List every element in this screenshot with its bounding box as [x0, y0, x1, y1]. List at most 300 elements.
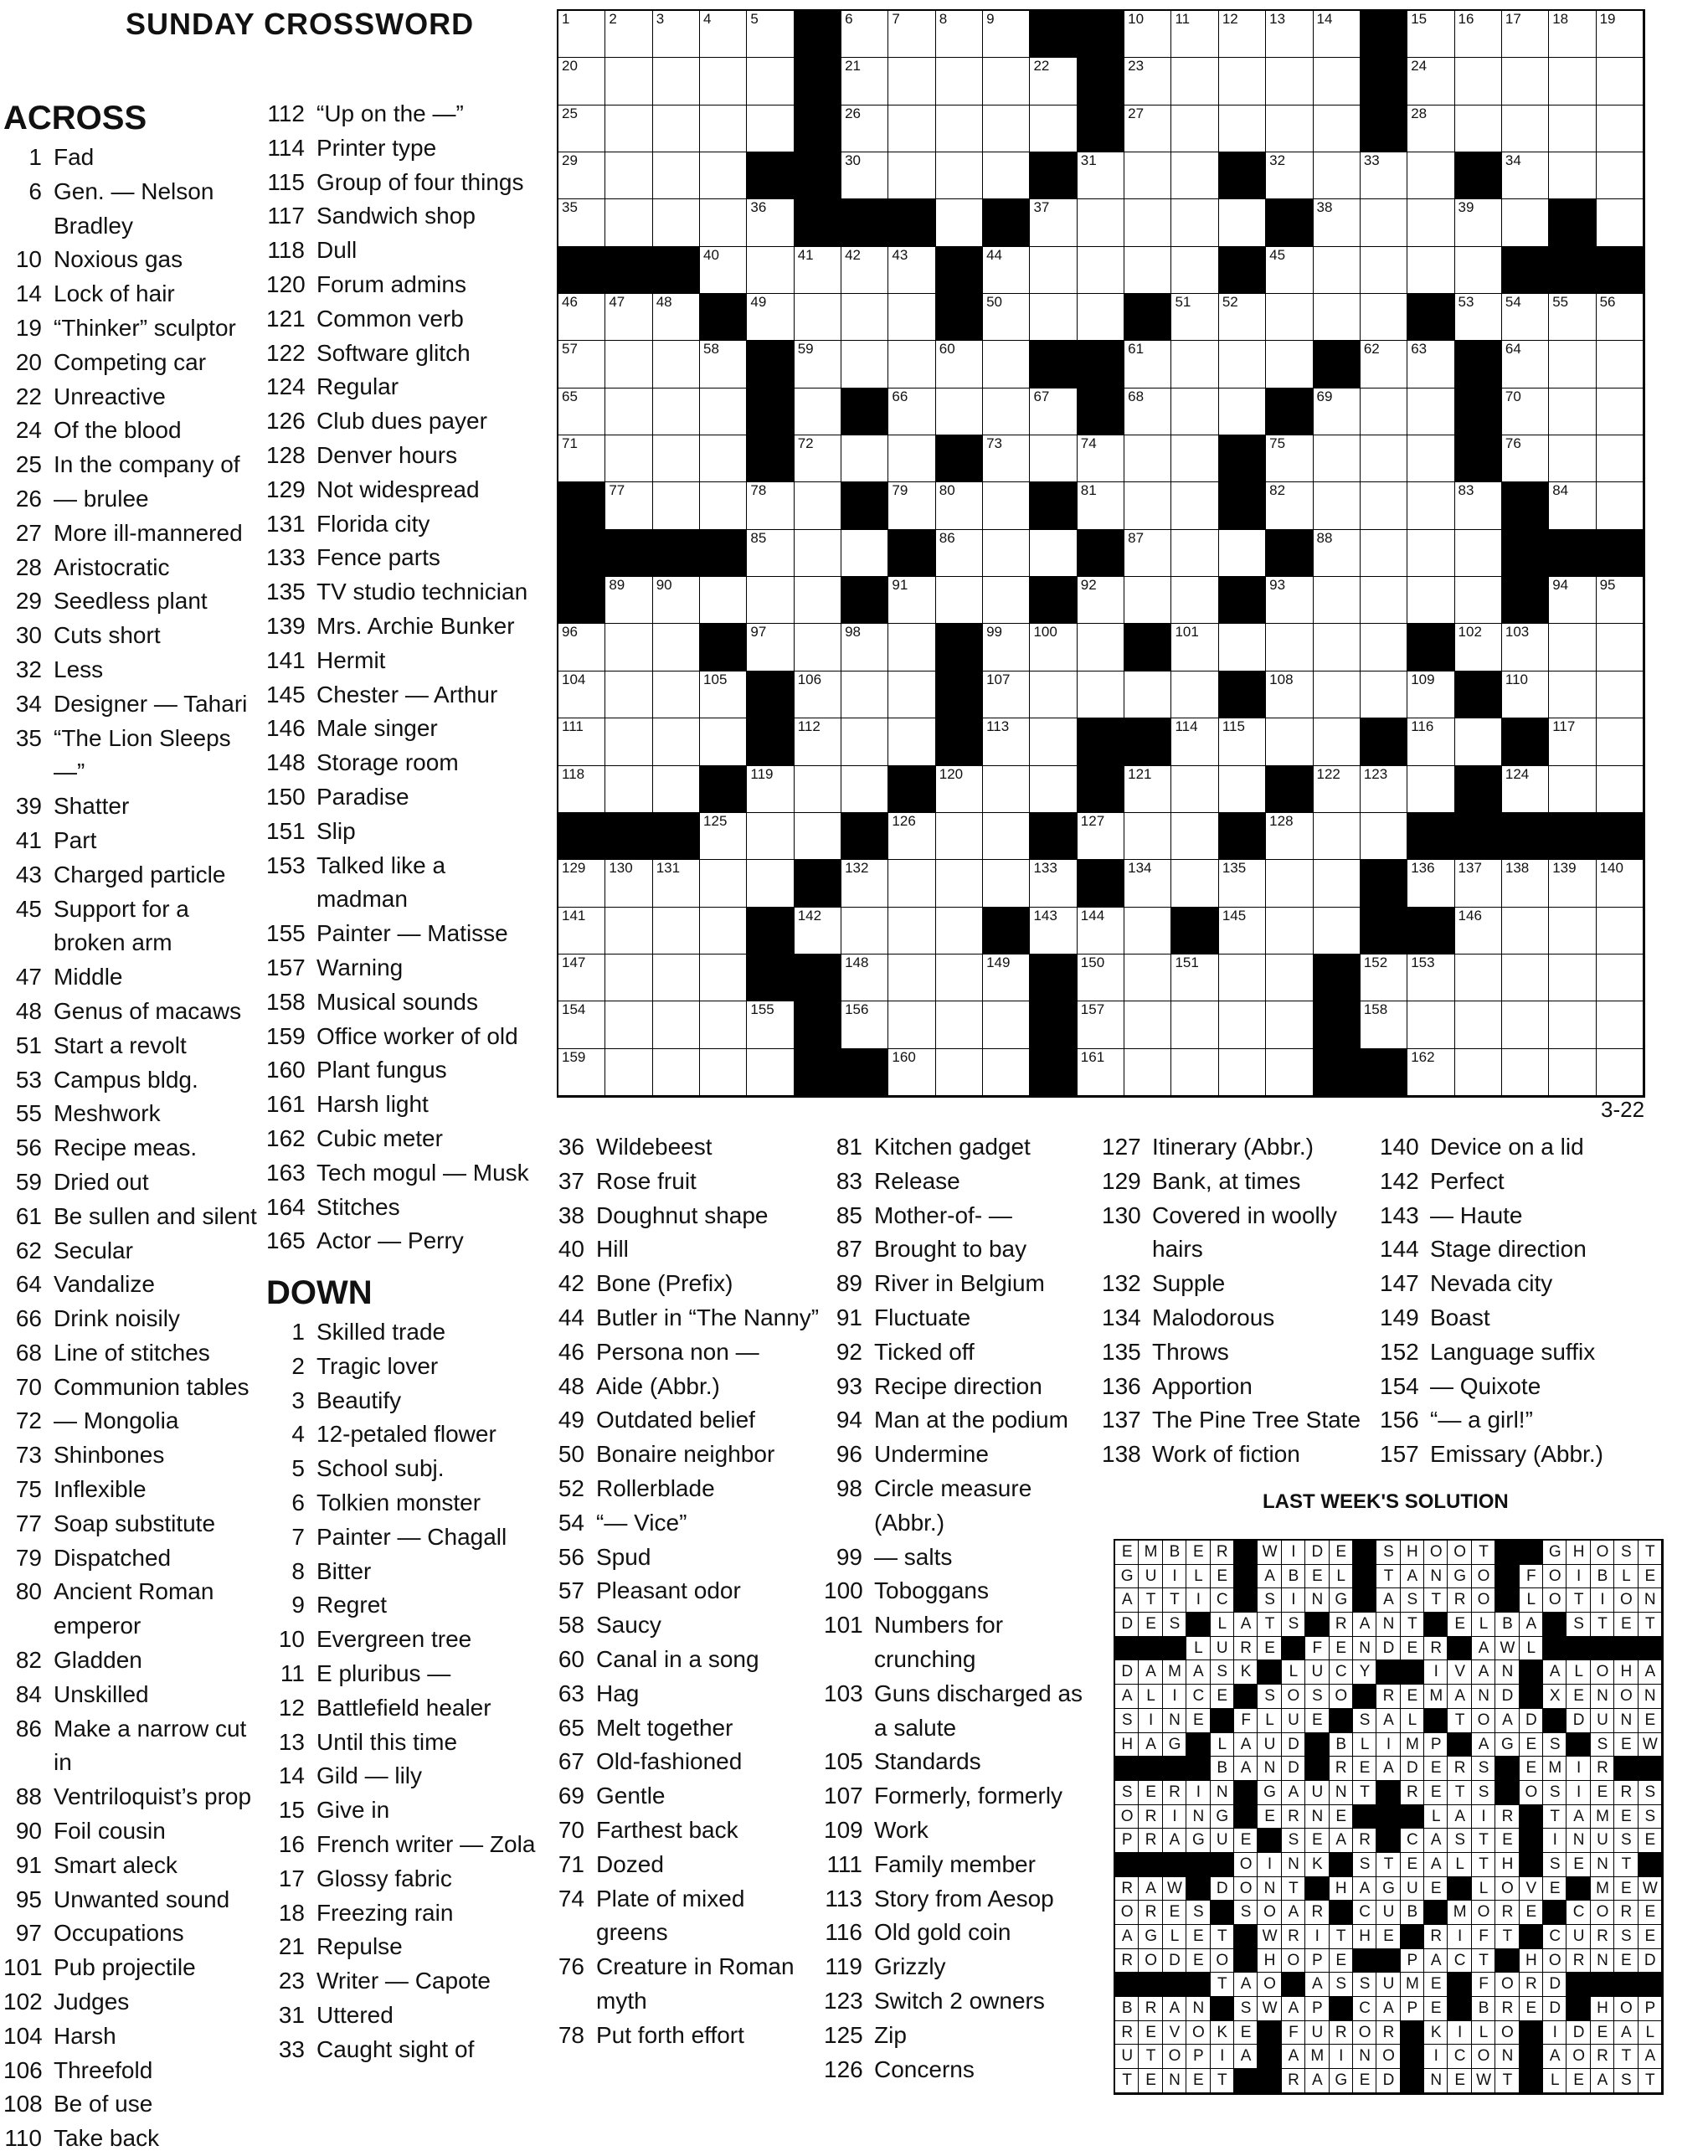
grid-cell[interactable]	[1314, 718, 1361, 765]
grid-cell[interactable]	[1455, 482, 1502, 529]
grid-cell[interactable]	[1124, 671, 1171, 718]
grid-cell[interactable]	[1171, 11, 1218, 58]
grid-cell[interactable]	[1597, 294, 1644, 341]
grid-cell[interactable]	[605, 482, 652, 529]
grid-cell[interactable]	[888, 624, 935, 671]
grid-cell[interactable]	[1597, 860, 1644, 907]
grid-cell[interactable]	[936, 105, 983, 152]
grid-cell[interactable]	[841, 247, 888, 294]
grid-cell[interactable]	[936, 908, 983, 955]
grid-cell[interactable]	[1124, 199, 1171, 246]
grid-cell[interactable]	[983, 718, 1030, 765]
grid-cell[interactable]	[1597, 624, 1644, 671]
grid-cell[interactable]	[936, 199, 983, 246]
grid-cell[interactable]	[795, 530, 841, 577]
grid-cell[interactable]	[1219, 624, 1266, 671]
grid-cell[interactable]	[1171, 766, 1218, 813]
grid-cell[interactable]	[1171, 152, 1218, 199]
grid-cell[interactable]	[983, 388, 1030, 435]
grid-cell[interactable]	[795, 766, 841, 813]
grid-cell[interactable]	[1030, 624, 1077, 671]
grid-cell[interactable]	[1455, 530, 1502, 577]
grid-cell[interactable]	[1407, 671, 1454, 718]
grid-cell[interactable]	[888, 247, 935, 294]
grid-cell[interactable]	[747, 58, 794, 105]
grid-cell[interactable]	[605, 11, 652, 58]
grid-cell[interactable]	[983, 1001, 1030, 1048]
grid-cell[interactable]	[1266, 435, 1313, 482]
grid-cell[interactable]	[653, 1049, 700, 1096]
grid-cell[interactable]	[1171, 530, 1218, 577]
grid-cell[interactable]	[1361, 813, 1407, 860]
grid-cell[interactable]	[1314, 294, 1361, 341]
grid-cell[interactable]	[1597, 1049, 1644, 1096]
grid-cell[interactable]	[747, 530, 794, 577]
grid-cell[interactable]	[1266, 294, 1313, 341]
grid-cell[interactable]	[841, 718, 888, 765]
grid-cell[interactable]	[700, 955, 747, 1001]
grid-cell[interactable]	[888, 58, 935, 105]
grid-cell[interactable]	[605, 294, 652, 341]
grid-cell[interactable]	[1361, 624, 1407, 671]
grid-cell[interactable]	[1314, 624, 1361, 671]
grid-cell[interactable]	[605, 577, 652, 624]
grid-cell[interactable]	[936, 530, 983, 577]
grid-cell[interactable]	[983, 671, 1030, 718]
grid-cell[interactable]	[1361, 1001, 1407, 1048]
grid-cell[interactable]	[1407, 1001, 1454, 1048]
grid-cell[interactable]	[1171, 1001, 1218, 1048]
grid-cell[interactable]	[1597, 908, 1644, 955]
grid-cell[interactable]	[1171, 718, 1218, 765]
grid-cell[interactable]	[936, 11, 983, 58]
grid-cell[interactable]	[1078, 624, 1124, 671]
grid-cell[interactable]	[1078, 671, 1124, 718]
grid-cell[interactable]	[841, 58, 888, 105]
grid-cell[interactable]	[558, 718, 605, 765]
grid-cell[interactable]	[1314, 58, 1361, 105]
grid-cell[interactable]	[1171, 247, 1218, 294]
grid-cell[interactable]	[605, 435, 652, 482]
grid-cell[interactable]	[888, 718, 935, 765]
grid-cell[interactable]	[700, 105, 747, 152]
grid-cell[interactable]	[795, 813, 841, 860]
grid-cell[interactable]	[795, 671, 841, 718]
grid-cell[interactable]	[1455, 1049, 1502, 1096]
grid-cell[interactable]	[936, 341, 983, 388]
grid-cell[interactable]	[1549, 58, 1596, 105]
grid-cell[interactable]	[1171, 860, 1218, 907]
grid-cell[interactable]	[558, 152, 605, 199]
grid-cell[interactable]	[841, 435, 888, 482]
grid-cell[interactable]	[1124, 11, 1171, 58]
grid-cell[interactable]	[936, 152, 983, 199]
grid-cell[interactable]	[983, 860, 1030, 907]
grid-cell[interactable]	[1124, 577, 1171, 624]
grid-cell[interactable]	[558, 435, 605, 482]
grid-cell[interactable]	[1078, 482, 1124, 529]
grid-cell[interactable]	[1171, 482, 1218, 529]
grid-cell[interactable]	[1124, 435, 1171, 482]
grid-cell[interactable]	[983, 105, 1030, 152]
grid-cell[interactable]	[700, 1001, 747, 1048]
grid-cell[interactable]	[983, 482, 1030, 529]
grid-cell[interactable]	[1407, 718, 1454, 765]
grid-cell[interactable]	[558, 11, 605, 58]
grid-cell[interactable]	[558, 105, 605, 152]
grid-cell[interactable]	[1407, 247, 1454, 294]
grid-cell[interactable]	[841, 105, 888, 152]
grid-cell[interactable]	[1030, 58, 1077, 105]
grid-cell[interactable]	[558, 908, 605, 955]
grid-cell[interactable]	[1219, 860, 1266, 907]
grid-cell[interactable]	[1219, 766, 1266, 813]
grid-cell[interactable]	[936, 1001, 983, 1048]
grid-cell[interactable]	[983, 766, 1030, 813]
grid-cell[interactable]	[1078, 955, 1124, 1001]
grid-cell[interactable]	[1407, 152, 1454, 199]
grid-cell[interactable]	[1502, 1049, 1549, 1096]
grid-cell[interactable]	[605, 955, 652, 1001]
grid-cell[interactable]	[1455, 105, 1502, 152]
grid-cell[interactable]	[841, 1001, 888, 1048]
grid-cell[interactable]	[1407, 766, 1454, 813]
grid-cell[interactable]	[653, 482, 700, 529]
grid-cell[interactable]	[795, 435, 841, 482]
grid-cell[interactable]	[983, 813, 1030, 860]
grid-cell[interactable]	[888, 813, 935, 860]
grid-cell[interactable]	[1407, 955, 1454, 1001]
grid-cell[interactable]	[841, 671, 888, 718]
grid-cell[interactable]	[1030, 388, 1077, 435]
grid-cell[interactable]	[983, 11, 1030, 58]
grid-cell[interactable]	[1171, 105, 1218, 152]
grid-cell[interactable]	[1502, 199, 1549, 246]
grid-cell[interactable]	[1078, 247, 1124, 294]
grid-cell[interactable]	[558, 624, 605, 671]
grid-cell[interactable]	[700, 860, 747, 907]
grid-cell[interactable]	[1502, 1001, 1549, 1048]
grid-cell[interactable]	[1078, 908, 1124, 955]
grid-cell[interactable]	[841, 152, 888, 199]
grid-cell[interactable]	[653, 766, 700, 813]
grid-cell[interactable]	[983, 341, 1030, 388]
grid-cell[interactable]	[1219, 58, 1266, 105]
grid-cell[interactable]	[558, 766, 605, 813]
grid-cell[interactable]	[1597, 152, 1644, 199]
grid-cell[interactable]	[1078, 435, 1124, 482]
grid-cell[interactable]	[747, 813, 794, 860]
grid-cell[interactable]	[983, 294, 1030, 341]
grid-cell[interactable]	[1549, 671, 1596, 718]
grid-cell[interactable]	[1266, 1001, 1313, 1048]
grid-cell[interactable]	[888, 294, 935, 341]
grid-cell[interactable]	[983, 58, 1030, 105]
grid-cell[interactable]	[1549, 1049, 1596, 1096]
grid-cell[interactable]	[1455, 624, 1502, 671]
grid-cell[interactable]	[1314, 11, 1361, 58]
grid-cell[interactable]	[1266, 955, 1313, 1001]
grid-cell[interactable]	[700, 671, 747, 718]
grid-cell[interactable]	[888, 577, 935, 624]
grid-cell[interactable]	[841, 908, 888, 955]
grid-cell[interactable]	[888, 860, 935, 907]
grid-cell[interactable]	[1219, 955, 1266, 1001]
grid-cell[interactable]	[1455, 908, 1502, 955]
grid-cell[interactable]	[1407, 199, 1454, 246]
grid-cell[interactable]	[1502, 766, 1549, 813]
grid-cell[interactable]	[1219, 1049, 1266, 1096]
grid-cell[interactable]	[888, 152, 935, 199]
grid-cell[interactable]	[795, 624, 841, 671]
grid-cell[interactable]	[1361, 152, 1407, 199]
grid-cell[interactable]	[936, 577, 983, 624]
grid-cell[interactable]	[1219, 199, 1266, 246]
grid-cell[interactable]	[1455, 11, 1502, 58]
grid-cell[interactable]	[747, 105, 794, 152]
grid-cell[interactable]	[1124, 1001, 1171, 1048]
grid-cell[interactable]	[1549, 955, 1596, 1001]
grid-cell[interactable]	[1078, 577, 1124, 624]
grid-cell[interactable]	[1549, 718, 1596, 765]
grid-cell[interactable]	[1078, 1049, 1124, 1096]
grid-cell[interactable]	[1549, 624, 1596, 671]
grid-cell[interactable]	[1597, 388, 1644, 435]
grid-cell[interactable]	[1549, 11, 1596, 58]
grid-cell[interactable]	[1219, 11, 1266, 58]
grid-cell[interactable]	[1407, 435, 1454, 482]
grid-cell[interactable]	[1361, 671, 1407, 718]
grid-cell[interactable]	[936, 955, 983, 1001]
grid-cell[interactable]	[1030, 294, 1077, 341]
grid-cell[interactable]	[653, 152, 700, 199]
grid-cell[interactable]	[1361, 341, 1407, 388]
grid-cell[interactable]	[841, 530, 888, 577]
grid-cell[interactable]	[700, 908, 747, 955]
grid-cell[interactable]	[1078, 152, 1124, 199]
grid-cell[interactable]	[1407, 530, 1454, 577]
grid-cell[interactable]	[653, 955, 700, 1001]
grid-cell[interactable]	[936, 58, 983, 105]
grid-cell[interactable]	[983, 247, 1030, 294]
grid-cell[interactable]	[1030, 247, 1077, 294]
grid-cell[interactable]	[1407, 577, 1454, 624]
grid-cell[interactable]	[1549, 152, 1596, 199]
grid-cell[interactable]	[1124, 341, 1171, 388]
grid-cell[interactable]	[1314, 199, 1361, 246]
grid-cell[interactable]	[1549, 294, 1596, 341]
grid-cell[interactable]	[605, 718, 652, 765]
grid-cell[interactable]	[936, 1049, 983, 1096]
grid-cell[interactable]	[747, 1001, 794, 1048]
grid-cell[interactable]	[1502, 671, 1549, 718]
grid-cell[interactable]	[1502, 341, 1549, 388]
grid-cell[interactable]	[1502, 58, 1549, 105]
grid-cell[interactable]	[605, 671, 652, 718]
grid-cell[interactable]	[983, 577, 1030, 624]
grid-cell[interactable]	[605, 58, 652, 105]
grid-cell[interactable]	[1266, 908, 1313, 955]
grid-cell[interactable]	[700, 1049, 747, 1096]
grid-cell[interactable]	[1455, 718, 1502, 765]
grid-cell[interactable]	[1030, 718, 1077, 765]
grid-cell[interactable]	[841, 11, 888, 58]
grid-cell[interactable]	[1030, 908, 1077, 955]
grid-cell[interactable]	[700, 435, 747, 482]
grid-cell[interactable]	[888, 482, 935, 529]
grid-cell[interactable]	[1030, 860, 1077, 907]
grid-cell[interactable]	[1314, 766, 1361, 813]
grid-cell[interactable]	[747, 247, 794, 294]
grid-cell[interactable]	[1361, 766, 1407, 813]
grid-cell[interactable]	[1407, 341, 1454, 388]
grid-cell[interactable]	[1455, 294, 1502, 341]
grid-cell[interactable]	[1597, 435, 1644, 482]
grid-cell[interactable]	[700, 718, 747, 765]
grid-cell[interactable]	[1266, 11, 1313, 58]
grid-cell[interactable]	[1314, 105, 1361, 152]
grid-cell[interactable]	[1314, 152, 1361, 199]
grid-cell[interactable]	[1171, 577, 1218, 624]
grid-cell[interactable]	[1124, 482, 1171, 529]
grid-cell[interactable]	[1124, 860, 1171, 907]
grid-cell[interactable]	[747, 294, 794, 341]
grid-cell[interactable]	[936, 766, 983, 813]
grid-cell[interactable]	[605, 1001, 652, 1048]
grid-cell[interactable]	[888, 341, 935, 388]
grid-cell[interactable]	[747, 577, 794, 624]
grid-cell[interactable]	[1171, 58, 1218, 105]
grid-cell[interactable]	[1502, 435, 1549, 482]
grid-cell[interactable]	[653, 341, 700, 388]
grid-cell[interactable]	[983, 152, 1030, 199]
grid-cell[interactable]	[1078, 294, 1124, 341]
grid-cell[interactable]	[700, 247, 747, 294]
grid-cell[interactable]	[653, 718, 700, 765]
grid-cell[interactable]	[558, 341, 605, 388]
grid-cell[interactable]	[888, 955, 935, 1001]
grid-cell[interactable]	[1361, 435, 1407, 482]
grid-cell[interactable]	[1549, 908, 1596, 955]
grid-cell[interactable]	[1171, 435, 1218, 482]
grid-cell[interactable]	[1314, 435, 1361, 482]
grid-cell[interactable]	[1171, 813, 1218, 860]
grid-cell[interactable]	[1219, 530, 1266, 577]
grid-cell[interactable]	[558, 199, 605, 246]
grid-cell[interactable]	[1549, 482, 1596, 529]
grid-cell[interactable]	[1455, 58, 1502, 105]
grid-cell[interactable]	[1171, 199, 1218, 246]
grid-cell[interactable]	[1171, 624, 1218, 671]
grid-cell[interactable]	[888, 435, 935, 482]
grid-cell[interactable]	[888, 388, 935, 435]
grid-cell[interactable]	[700, 577, 747, 624]
grid-cell[interactable]	[1455, 199, 1502, 246]
grid-cell[interactable]	[1597, 1001, 1644, 1048]
grid-cell[interactable]	[700, 482, 747, 529]
grid-cell[interactable]	[1314, 671, 1361, 718]
grid-cell[interactable]	[1266, 671, 1313, 718]
grid-cell[interactable]	[841, 341, 888, 388]
grid-cell[interactable]	[1549, 388, 1596, 435]
grid-cell[interactable]	[1030, 199, 1077, 246]
grid-cell[interactable]	[1549, 341, 1596, 388]
grid-cell[interactable]	[1361, 388, 1407, 435]
grid-cell[interactable]	[700, 152, 747, 199]
grid-cell[interactable]	[1266, 577, 1313, 624]
grid-cell[interactable]	[888, 105, 935, 152]
grid-cell[interactable]	[1030, 435, 1077, 482]
grid-cell[interactable]	[1171, 388, 1218, 435]
grid-cell[interactable]	[1597, 577, 1644, 624]
grid-cell[interactable]	[1030, 530, 1077, 577]
grid-cell[interactable]	[700, 11, 747, 58]
grid-cell[interactable]	[1266, 624, 1313, 671]
grid-cell[interactable]	[1597, 199, 1644, 246]
grid-cell[interactable]	[1502, 908, 1549, 955]
grid-cell[interactable]	[1314, 908, 1361, 955]
grid-cell[interactable]	[795, 718, 841, 765]
grid-cell[interactable]	[841, 766, 888, 813]
grid-cell[interactable]	[888, 11, 935, 58]
grid-cell[interactable]	[747, 624, 794, 671]
grid-cell[interactable]	[605, 766, 652, 813]
grid-cell[interactable]	[653, 294, 700, 341]
grid-cell[interactable]	[888, 671, 935, 718]
grid-cell[interactable]	[1266, 482, 1313, 529]
grid-cell[interactable]	[841, 624, 888, 671]
grid-cell[interactable]	[1597, 11, 1644, 58]
grid-cell[interactable]	[1219, 388, 1266, 435]
grid-cell[interactable]	[1361, 199, 1407, 246]
grid-cell[interactable]	[605, 199, 652, 246]
grid-cell[interactable]	[841, 860, 888, 907]
grid-cell[interactable]	[983, 624, 1030, 671]
grid-cell[interactable]	[841, 294, 888, 341]
grid-cell[interactable]	[653, 435, 700, 482]
grid-cell[interactable]	[747, 11, 794, 58]
grid-cell[interactable]	[1502, 294, 1549, 341]
grid-cell[interactable]	[1407, 388, 1454, 435]
grid-cell[interactable]	[1219, 908, 1266, 955]
grid-cell[interactable]	[1171, 294, 1218, 341]
grid-cell[interactable]	[653, 671, 700, 718]
grid-cell[interactable]	[1171, 671, 1218, 718]
grid-cell[interactable]	[1078, 199, 1124, 246]
grid-cell[interactable]	[1407, 11, 1454, 58]
grid-cell[interactable]	[747, 860, 794, 907]
grid-cell[interactable]	[888, 908, 935, 955]
grid-cell[interactable]	[653, 624, 700, 671]
grid-cell[interactable]	[1219, 294, 1266, 341]
grid-cell[interactable]	[1361, 577, 1407, 624]
grid-cell[interactable]	[1549, 1001, 1596, 1048]
grid-cell[interactable]	[605, 152, 652, 199]
grid-cell[interactable]	[1314, 530, 1361, 577]
grid-cell[interactable]	[1266, 341, 1313, 388]
grid-cell[interactable]	[653, 58, 700, 105]
grid-cell[interactable]	[700, 199, 747, 246]
grid-cell[interactable]	[1455, 860, 1502, 907]
grid-cell[interactable]	[795, 577, 841, 624]
grid-cell[interactable]	[1266, 813, 1313, 860]
grid-cell[interactable]	[1030, 766, 1077, 813]
grid-cell[interactable]	[936, 860, 983, 907]
grid-cell[interactable]	[653, 908, 700, 955]
grid-cell[interactable]	[1502, 105, 1549, 152]
grid-cell[interactable]	[605, 388, 652, 435]
grid-cell[interactable]	[1407, 482, 1454, 529]
